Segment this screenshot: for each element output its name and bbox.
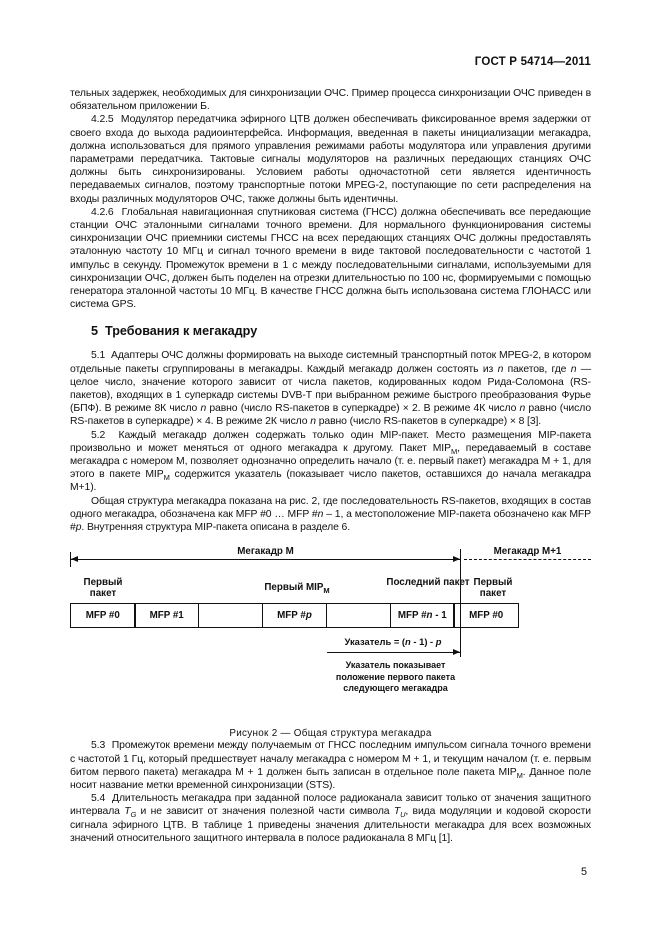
- diagram-cell-mfpn1: MFP #n - 1: [390, 603, 456, 628]
- page-number: 5: [580, 866, 587, 878]
- paragraph-5-4: 5.4 Длительность мегакадра при заданной полосе радиоканала зависит только от значения защитного интервала $Т_G$ и не зависит от значения полезной части символа $Т_U$, вида модуляции и кодовой скорости сигнала эфирного ЦТВ. В таблице 1 приведены значения длительности мегакадра для всех возможных значений относительного защитного интервала в полосе радиоканала 8 МГц [1].: [70, 793, 591, 844]
- megaframe-m1-dash-line: [464, 559, 591, 560]
- paragraph-5-2: 5.2 Каждый мегакадр должен содержать только один MIP-пакет. Место размещения MIP-пакета произвольно и может меняться от одного мегакадра к другому. Пакет $MIP_М$, передаваемый в составе мегакадра с номером М, позволяет однозначно определить начало (т. е. первый пакет) мегакадра М + 1, для этого в пакете $MIP_М$ содержится указатель (показывает число пакетов, оставшихся до начала мегакадра М+1).: [70, 429, 592, 494]
- diagram-cell-next-mfp0: MFP #0: [453, 603, 519, 628]
- pointer-arrow-line: [327, 652, 460, 653]
- megaframe-m-label: Мегакадр М: [237, 546, 294, 558]
- mip-packet-label: Первый $MIP_М$: [264, 582, 330, 596]
- megaframe-m-span-arrow-line: [71, 559, 460, 560]
- pointer-arrowhead-icon: [453, 649, 460, 655]
- diagram-cell-gap2: [326, 603, 392, 628]
- pointer-note-line-3: следующего мегакадра: [343, 683, 448, 694]
- pointer-note-line-2: положение первого пакета: [335, 671, 456, 682]
- figure-megaframe-diagram: [70, 546, 591, 704]
- arrowhead-right-icon: [453, 556, 460, 562]
- document-header-standard-number: ГОСТ Р 54714—2011: [474, 56, 591, 68]
- first-packet-label: Первый пакет: [83, 577, 123, 600]
- last-packet-label: Последний пакет: [386, 577, 470, 589]
- pointer-note: [313, 660, 478, 695]
- pointer-formula-label: Указатель = (n - 1) - p: [344, 636, 442, 648]
- paragraph-5-1: 5.1 Адаптеры ОЧС должны формировать на выходе системный транспортный поток MPEG-2, в котором отдельные пакеты сгруппированы в мегакадры. Каждый мегакадр должен состоять из n пакетов, где n — целое число, значение которого зависит от числа пакетов, кодированных кодом Рида-Соломона (RS-пакетов), входящих в 1 суперкадр системы DVB-T при выбранном режиме быстрого преобразования Фурье (БПФ). В режиме 8К число n равно (число RS-пакетов в суперкадре) × 2. В режиме 4К число n равно (число RS-пакетов в суперкадре) × 4. В режиме 2К число n равно (число RS-пакетов в суперкадре) × 8 [3].: [70, 350, 592, 428]
- paragraph-5-3: 5.3 Промежуток времени между получаемым от ГНСС последним импульсом сигнала точного времени с частотой 1 Гц, который предшествует началу мегакадра с номером М + 1, и текущим началом (т. е. первым битом первого пакета) мегакадра М + 1 должен быть записан в отдельное поле пакета $MIP_М$. Данное поле носит название метки временной синхронизации (STS).: [70, 740, 591, 791]
- paragraph-4-2-5: 4.2.5 Модулятор передатчика эфирного ЦТВ должен обеспечивать фиксированное время задержки от своего входа до выхода радиоинтерфейса. Информация, введенная в пакеты инициализации мегакадра, должна использоваться для прямого управления режимами работы модулятора или управления другими параметрами передатчика. Тактовые сигналы модуляторов на различных передающих станциях ОЧС должны быть синхронизированы. Условием работы одночастотной сети является идентичность передаваемых сигналов, поэтому транспортные потоки MPEG-2, поступающие по сети распределения на входы различных модуляторов ОЧС, также должны быть идентичны.: [70, 114, 591, 205]
- diagram-cell-gap1: [198, 603, 264, 628]
- figure-caption: Рисунок 2 — Общая структура мегакадра: [229, 728, 432, 740]
- paragraph-4-2-6: 4.2.6 Глобальная навигационная спутниковая система (ГНСС) должна обеспечивать все передающие станции ОЧС эталонными сигналами точного времени. Для нормального функционирования системы синхронизации ОЧС приемники системы ГНСС на всех передающих станциях ОЧС должны предоставлять эталонную частоту 10 МГц и сигнал точного времени в виде тактовой последовательности с частотой 1 импульс в секунду. Промежуток времени в 1 с между последовательными сигналами, используемыми для синхронизации ОЧС, должен быть поделен на отрезки длительностью по 100 нс, формируемыми с помощью генератора эталонной частоты 10 МГц. В качестве ГНСС должна быть использована система ГЛОНАСС или система GPS.: [70, 206, 591, 311]
- next-first-packet-label: Первый пакет: [473, 577, 513, 600]
- document-content: [70, 56, 591, 845]
- section-5-heading: 5 Требования к мегакадру: [91, 324, 258, 339]
- paragraph-continuation: тельных задержек, необходимых для синхронизации ОЧС. Пример процесса синхронизации ОЧС приведен в обязательном приложении Б.: [70, 88, 591, 113]
- paragraph-megaframe-structure: Общая структура мегакадра показана на рис. 2, где последовательность RS-пакетов, входящих в состав одного мегакадра, обозначена как MFP #0 … MFP #n – 1, а местоположение MIP-пакета обозначено как MFP #p. Внутренняя структура MIP-пакета описана в разделе 6.: [70, 495, 591, 534]
- pointer-note-line-1: Указатель показывает: [345, 660, 446, 671]
- megaframe-m1-label: Мегакадр М+1: [493, 546, 562, 558]
- arrowhead-left-icon: [71, 556, 78, 562]
- diagram-cell-mfp0: MFP #0: [70, 603, 136, 628]
- diagram-cell-mfp1: MFP #1: [134, 603, 200, 628]
- packet-boxes-row: [70, 603, 519, 628]
- diagram-cell-mfpp: MFP #p: [262, 603, 328, 628]
